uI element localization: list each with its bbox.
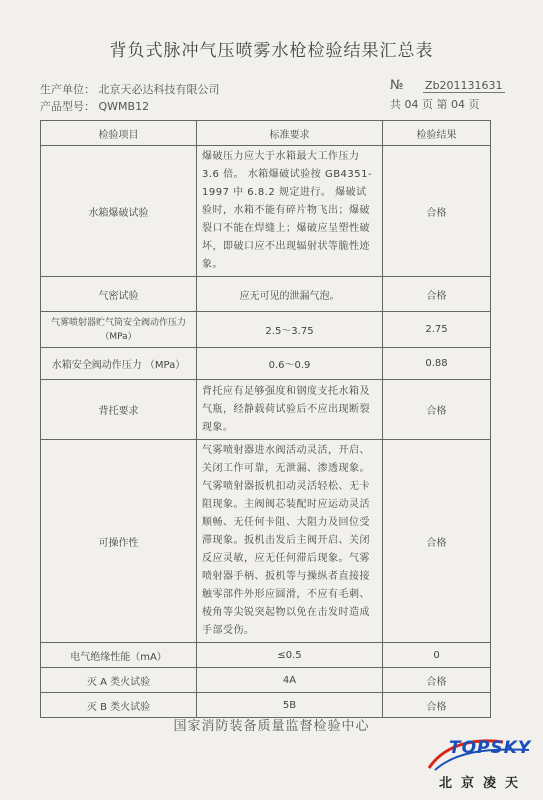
- row-result: 0: [383, 643, 491, 668]
- issuing-authority: 国家消防装备质量监督检验中心: [173, 719, 370, 734]
- row-requirement: 应无可见的泄漏气泡。: [197, 277, 383, 312]
- table-row: [41, 277, 491, 312]
- table-row: [41, 312, 491, 348]
- producer-line: [40, 81, 220, 97]
- row-result: 0.88: [383, 348, 491, 380]
- report-number-line: [390, 78, 505, 93]
- table-row: [41, 348, 491, 380]
- row-requirement: 气雾喷射器进水阀活动灵活，开启、关闭工作可靠，无泄漏、渗透现象。气雾喷射器扳机扣动灵活轻松、无卡阻现象。主阀阀芯装配时应运动灵活顺畅、无任何卡阻、大阻力及回位受滞现象。扳机击发后主阀开启、关闭反应灵敏，应无任何滞后现象。气雾喷射器手柄、扳机等与操纵者直接接触零部件外形应圆滑，不应有毛刺、棱角等尖锐突起物以免在击发时造成手部受伤。: [197, 440, 383, 643]
- logo-name: TOPSKY: [449, 738, 532, 758]
- row-item: 灭 B 类火试验: [41, 693, 197, 718]
- inspection-table: [40, 120, 491, 718]
- row-requirement: 爆破压力应大于水箱最大工作压力 3.6 倍。 水箱爆破试验按 GB4351-1997 中 6.8.2 规定进行。 爆破试验时，水箱不能有碎片物飞出；爆破裂口不能在焊缝上；爆破应呈塑性破坏，即破口应不出现辐射状等脆性迹象。: [197, 146, 383, 277]
- table-row: [41, 643, 491, 668]
- row-result: 合格: [383, 277, 491, 312]
- row-item: 可操作性: [41, 440, 197, 643]
- row-item: 气雾喷射器贮气筒安全阀动作压力（MPa）: [41, 312, 197, 348]
- row-result: 合格: [383, 146, 491, 277]
- model-value: QWMB12: [98, 100, 150, 113]
- row-result: 合格: [383, 693, 491, 718]
- table-row: [41, 693, 491, 718]
- row-item: 水箱安全阀动作压力 （MPa）: [41, 348, 197, 380]
- row-result: 合格: [383, 440, 491, 643]
- row-item: 灭 A 类火试验: [41, 668, 197, 693]
- model-line: [40, 98, 149, 114]
- document-title: 背负式脉冲气压喷雾水枪检验结果汇总表: [109, 41, 434, 61]
- header-requirement: 标准要求: [197, 121, 383, 146]
- row-result: 合格: [383, 380, 491, 440]
- row-item: 水箱爆破试验: [41, 146, 197, 277]
- row-requirement: 5B: [197, 693, 383, 718]
- header-item: 检验项目: [41, 121, 197, 146]
- logo-subtitle: 北京凌天: [439, 776, 528, 791]
- table-row: [41, 668, 491, 693]
- row-requirement: 背托应有足够强度和钢度支托水箱及气瓶，经静载荷试验后不应出现断裂现象。: [197, 380, 383, 440]
- table-row: [41, 440, 491, 643]
- topsky-logo: [425, 738, 537, 798]
- row-result: 合格: [383, 668, 491, 693]
- producer-label: 生产单位：: [40, 83, 95, 96]
- row-requirement: ≤0.5: [197, 643, 383, 668]
- table-row: [41, 146, 491, 277]
- header-result: 检验结果: [383, 121, 491, 146]
- table-header-row: [41, 121, 491, 146]
- row-item: 电气绝缘性能（mA）: [41, 643, 197, 668]
- row-result: 2.75: [383, 312, 491, 348]
- table-row: [41, 380, 491, 440]
- page-count: 共 04 页 第 04 页: [390, 98, 480, 111]
- row-requirement: 4A: [197, 668, 383, 693]
- number-symbol: №: [390, 78, 404, 93]
- report-number: Zb201131631: [425, 79, 503, 92]
- producer-value: 北京天必达科技有限公司: [98, 83, 220, 96]
- row-requirement: 2.5～3.75: [197, 312, 383, 348]
- model-label: 产品型号：: [40, 100, 95, 113]
- row-requirement: 0.6～0.9: [197, 348, 383, 380]
- row-item: 背托要求: [41, 380, 197, 440]
- row-item: 气密试验: [41, 277, 197, 312]
